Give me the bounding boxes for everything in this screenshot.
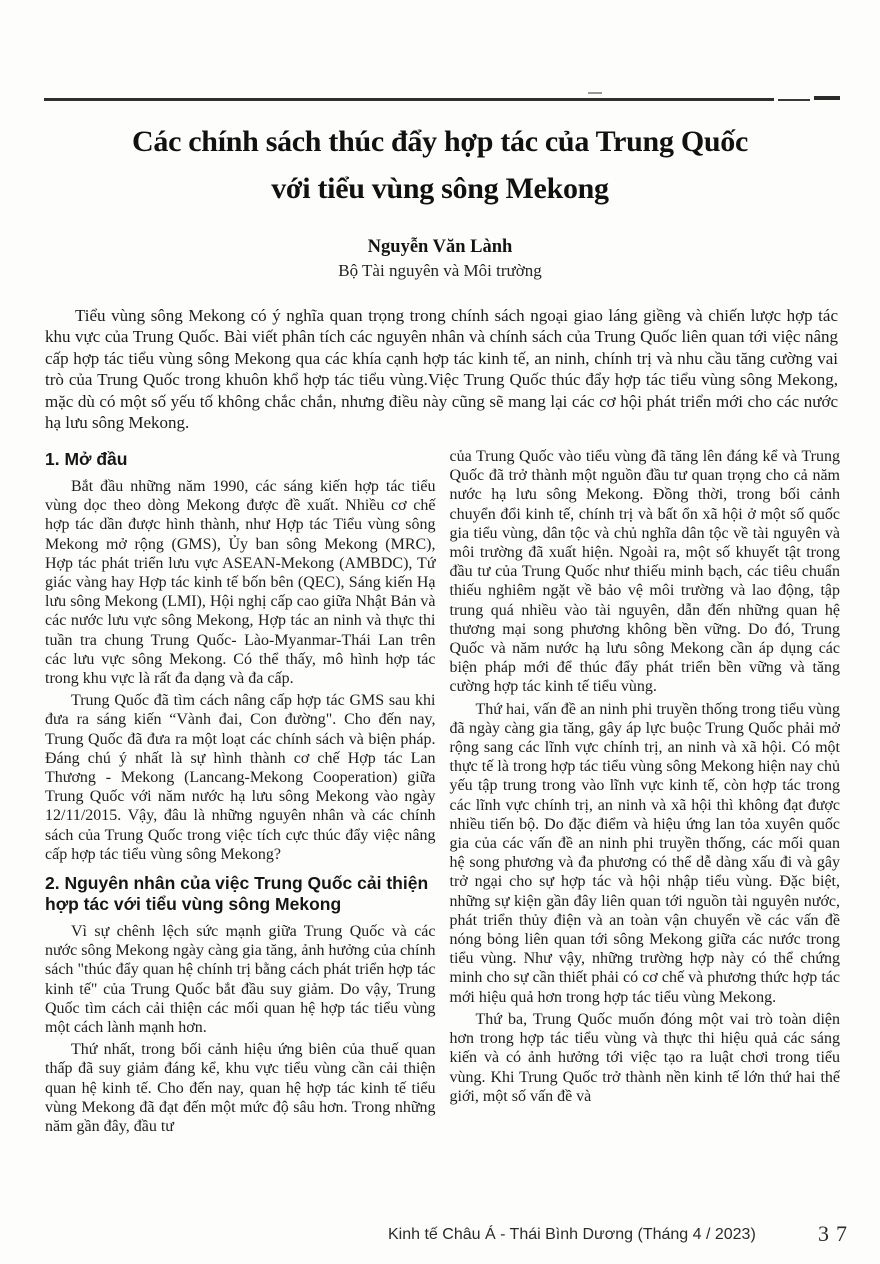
abstract-paragraph: Tiểu vùng sông Mekong có ý nghĩa quan trọng trong chính sách ngoại giao láng giềng và chiến lược hợp tác khu vực của Trung Quốc. Bài viết phân tích các nguyên nhân và chính sách của Trung Quốc liên quan tới việc nâng cấp hợp tác tiểu vùng sông Mekong qua các khía cạnh hợp tác kinh tế, an ninh, chính trị và nhu cầu tăng cường vai trò của Trung Quốc trong khuôn khổ hợp tác tiểu vùng.Việc Trung Quốc thúc đẩy hợp tác tiểu vùng sông Mekong, mặc dù có một số yếu tố không chắc chắn, nhưng điều này cũng sẽ mang lại các cơ hội phát triển mới cho các nước hạ lưu sông Mekong. — [45, 306, 838, 433]
article-title — [0, 118, 880, 212]
left-column-paragraph-4: Thứ nhất, trong bối cảnh hiệu ứng biên của thuế quan thấp đã suy giảm đáng kể, khu vực tiểu vùng cần cải thiện quan hệ kinh tế. Cho đến nay, quan hệ hợp tác kinh tế tiểu vùng Mekong đã đạt đến một mức độ sâu hơn. Trong những năm gần đây, đầu tư — [45, 1041, 436, 1136]
right-column-paragraph-1: của Trung Quốc vào tiểu vùng đã tăng lên đáng kể và Trung Quốc đã trở thành một nguồn đầu tư quan trọng cho cả năm nước hạ lưu sông Mekong. Đồng thời, trong bối cảnh chuyển đổi kinh tế, chính trị và bất ổn xã hội ở một số quốc gia tiểu vùng, dân tộc và chủ nghĩa dân tộc về tài nguyên và môi trường đã xuất hiện. Ngoài ra, một số khuyết tật trong đầu tư của Trung Quốc như thiếu minh bạch, các tiêu chuẩn thiếu nghiêm ngặt về bảo vệ môi trường và lao động, tập trung quá nhiều vào tài nguyên, dẫn đến những quan hệ thương mại song phương không bền vững. Do đó, Trung Quốc và năm nước hạ lưu sông Mekong cần áp dụng các biện pháp mới để thúc đẩy phát triển bền vững và tăng cường hợp tác kinh tế tiểu vùng. — [449, 448, 840, 696]
author-name: Nguyễn Văn Lành — [367, 237, 513, 257]
left-column-paragraph-1: Bắt đầu những năm 1990, các sáng kiến hợp tác tiểu vùng dọc theo dòng Mekong được đề xuất. Nhiều cơ chế hợp tác dần được hình thành, như Hợp tác Tiểu vùng sông Mekong mở rộng (GMS), Ủy ban sông Mekong (MRC), Hợp tác phát triển lưu vực ASEAN-Mekong (AMBDC), Tứ giác vàng hay Hợp tác kinh tế bốn bên (QEC), Sáng kiến Hạ lưu sông Mekong (LMI), Hội nghị cấp cao giữa Nhật Bản và các nước lưu vực sông Mekong, Hợp tác an ninh và thực thi tuần tra chung Trung Quốc- Lào-Myanmar-Thái Lan trên các lưu vực sông Mekong. Có thể thấy, mô hình hợp tác trong khu vực là rất đa dạng và đa cấp. — [45, 478, 436, 688]
section-1-heading: 1. Mở đầu — [45, 449, 128, 469]
right-column-paragraph-3: Thứ ba, Trung Quốc muốn đóng một vai trò toàn diện hơn trong hợp tác tiểu vùng và thực thi hiệu quả các sáng kiến và có ảnh hưởng tới việc tạo ra luật chơi trong tiểu vùng. Khi Trung Quốc trở thành nền kinh tế lớn thứ hai thế giới, một số vấn đề và — [449, 1010, 840, 1105]
header-rule-dash — [814, 96, 840, 100]
page-number: 37 — [818, 1221, 854, 1246]
article-title-line-2: với tiểu vùng sông Mekong — [271, 172, 609, 205]
left-column-paragraph-2: Trung Quốc đã tìm cách nâng cấp hợp tác GMS sau khi đưa ra sáng kiến “Vành đai, Con đường". Cho đến nay, Trung Quốc đã đưa ra một loạt các chính sách và biện pháp. Đáng chú ý nhất là sự hình thành cơ chế Hợp tác Lan Thương - Mekong (Lancang-Mekong Cooperation) giữa Trung Quốc với năm nước hạ lưu sông Mekong vào ngày 12/11/2015. Vậy, đâu là những nguyên nhân và các chính sách của Trung Quốc trong việc tích cực thúc đẩy việc nâng cấp hợp tác tiểu vùng sông Mekong? — [45, 692, 436, 863]
author-affiliation: Bộ Tài nguyên và Môi trường — [338, 261, 542, 280]
scan-artifact — [588, 92, 602, 94]
header-rule-line-thin — [778, 99, 810, 101]
header-rule-line — [44, 98, 774, 101]
two-column-body — [45, 447, 840, 1215]
journal-footer-line: Kinh tế Châu Á - Thái Bình Dương (Tháng 4 / 2023) — [388, 1226, 756, 1243]
left-column — [45, 447, 436, 1215]
left-column-paragraph-3: Vì sự chênh lệch sức mạnh giữa Trung Quốc và các nước sông Mekong ngày càng gia tăng, ảnh hưởng của chính sách "thúc đẩy quan hệ chính trị bằng cách phát triển hợp tác kinh tế" của Trung Quốc bắt đầu suy giảm. Do vậy, Trung Quốc tìm cách cải thiện các mối quan hệ hợp tác tiểu vùng một cách lành mạnh hơn. — [45, 923, 436, 1037]
right-column — [450, 447, 841, 1215]
section-2-heading: 2. Nguyên nhân của việc Trung Quốc cải thiện hợp tác với tiểu vùng sông Mekong — [45, 873, 429, 915]
right-column-paragraph-2: Thứ hai, vấn đề an ninh phi truyền thống trong tiểu vùng đã ngày càng gia tăng, gây áp lực buộc Trung Quốc phải mở rộng sang các lĩnh vực chính trị, an ninh và xã hội. Có một thực tế là trong hợp tác tiểu vùng sông Mekong hiện nay chủ yếu tập trung trong vào lĩnh vực kinh tế, còn hợp tác trong các lĩnh vực chính trị, an ninh và xã hội thì không đạt được nhiều tiến bộ. Do đặc điểm và hiệu ứng lan tỏa xuyên quốc gia của các vấn đề an ninh phi truyền thống, các mối quan hệ song phương và đa phương có thể dễ dàng xấu đi và gây trở ngại cho sự hợp tác và hội nhập tiểu vùng. Đặc biệt, những sự kiện gần đây liên quan tới nguồn tài nguyên nước, phát triển thủy điện và an toàn vận chuyển về các vấn đề nóng bỏng liên quan tới sông Mekong giữa các nước trong tiểu vùng. Như vậy, những trường hợp này có thể chứng minh cho sự cần thiết phải có cơ chế và phương thức hợp tác mới hiệu quả hơn trong hợp tác tiểu vùng Mekong. — [449, 700, 840, 1006]
article-title-line-1: Các chính sách thúc đẩy hợp tác của Trung Quốc — [132, 125, 748, 158]
